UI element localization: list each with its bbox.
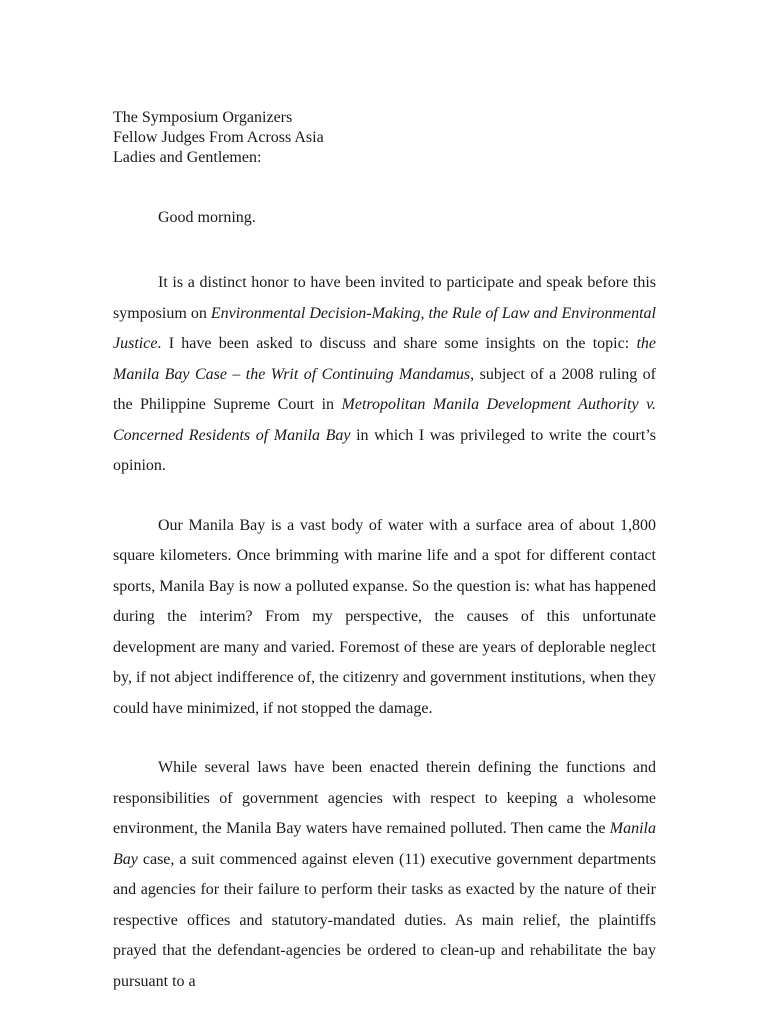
paragraph-text: , subject of a 2008 ruling of the Philippine Supreme Court in [113, 365, 657, 413]
paragraph-text: It is a distinct honor to have been invited to participate and speak before this symposium on [113, 274, 656, 322]
topic-title: the Manila Bay Case – the Writ of Continuing Mandamus [113, 335, 656, 383]
paragraph-text: . I have been asked to discuss and share some insights on the topic: [157, 335, 637, 352]
paragraph-manila-bay: Our Manila Bay is a vast body of water with a surface area of about 1,800 square kilometers. Once brimming with marine life and a spot for different contact sports, Manila Bay is now a polluted expanse. So the question is: what has happened during the interim? From my perspective, the causes of this unfortunate development are many and varied. Foremost of these are years of deplorable neglect by, if not abject indifference of, the citizenry and government institutions, when they could have minimized, if not stopped the damage. [113, 516, 656, 717]
greeting: Good morning. [158, 209, 256, 226]
case-title: Metropolitan Manila Development Authority v. Concerned Residents of Manila Bay [113, 396, 657, 444]
salutation-line: Fellow Judges From Across Asia [113, 129, 324, 146]
salutation-line: The Symposium Organizers [113, 109, 293, 126]
salutation-line: Ladies and Gentlemen: [113, 149, 262, 166]
document-page [113, 108, 656, 997]
symposium-title: Environmental Decision-Making, the Rule of Law and Environmental Justice [113, 304, 656, 352]
case-name: Manila Bay [113, 820, 656, 868]
paragraph-text: case, a suit commenced against eleven (11) executive government departments and agencies for their failure to perform their tasks as exacted by the nature of their respective offices and statutory-mandated duties. As main relief, the plaintiffs prayed that the defendant-agencies be ordered to clean-up and rehabilitate the bay pursuant to a [113, 850, 656, 990]
paragraph-text: in which I was privileged to write the court’s opinion. [113, 426, 657, 474]
paragraph-text: While several laws have been enacted therein defining the functions and responsibilities of government agencies with respect to keeping a wholesome environment, the Manila Bay waters have remained polluted. Then came the [113, 759, 656, 837]
salutation-block [113, 108, 656, 168]
paragraph-laws [113, 753, 656, 997]
paragraph-honor [113, 268, 656, 482]
